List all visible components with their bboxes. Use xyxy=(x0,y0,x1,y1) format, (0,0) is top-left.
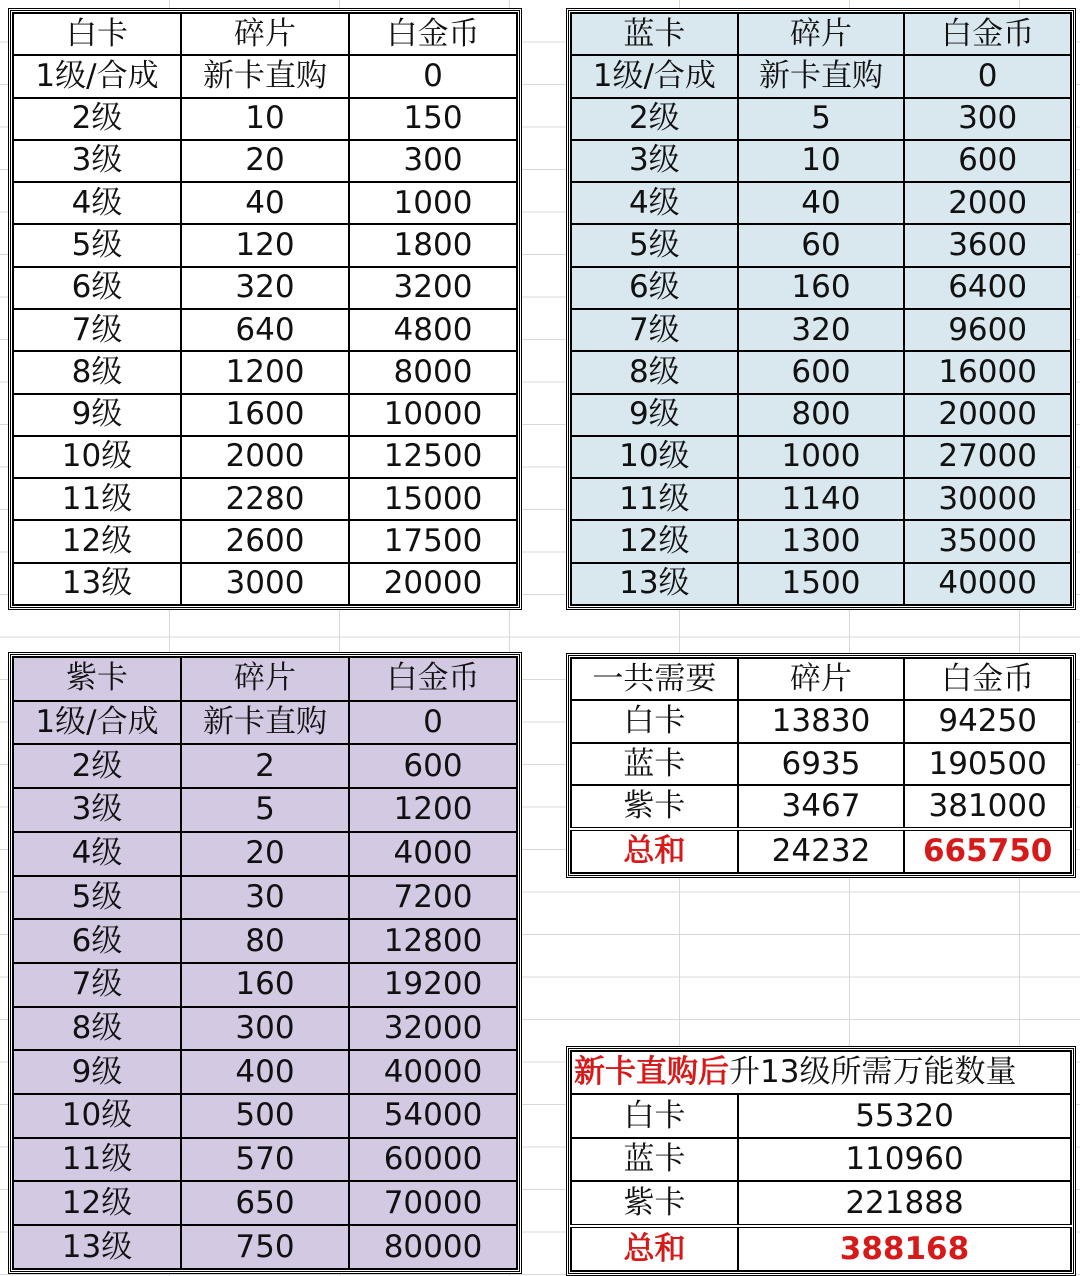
table-cell: 600 xyxy=(904,140,1071,182)
totals-sum-label: 总和 xyxy=(571,829,738,873)
table-cell: 70000 xyxy=(349,1181,517,1225)
table-cell: 1级/合成 xyxy=(13,701,181,745)
totals-cell: 94250 xyxy=(904,700,1071,742)
table-row xyxy=(13,1225,517,1269)
direct-buy-sum-row xyxy=(571,1226,1071,1271)
table-cell: 1500 xyxy=(738,563,905,605)
table-cell: 6级 xyxy=(13,267,181,309)
totals-sum-row xyxy=(571,829,1071,873)
table-cell: 2级 xyxy=(13,98,181,140)
table-cell: 4级 xyxy=(13,832,181,876)
totals-row xyxy=(571,700,1071,742)
table-cell: 8级 xyxy=(13,351,181,393)
table-cell: 54000 xyxy=(349,1094,517,1138)
table-cell: 6级 xyxy=(13,919,181,963)
header-cell: 碎片 xyxy=(181,657,349,701)
table-cell: 0 xyxy=(349,701,517,745)
table-cell: 4800 xyxy=(349,309,517,351)
table-cell: 15000 xyxy=(349,478,517,520)
table-cell: 8级 xyxy=(13,1007,181,1051)
totals-cell: 6935 xyxy=(738,743,905,785)
header-row xyxy=(571,13,1071,55)
table-cell: 20 xyxy=(181,832,349,876)
table-cell: 7级 xyxy=(13,309,181,351)
table-cell: 10 xyxy=(738,140,905,182)
table-cell: 2000 xyxy=(181,436,349,478)
table-row xyxy=(571,351,1071,393)
totals-cell: 3467 xyxy=(738,785,905,829)
table-cell: 16000 xyxy=(904,351,1071,393)
table-row xyxy=(13,701,517,745)
table-cell: 11级 xyxy=(571,478,738,520)
table-row xyxy=(571,140,1071,182)
table-cell: 9级 xyxy=(571,394,738,436)
table-row xyxy=(13,351,517,393)
table-cell: 10级 xyxy=(13,436,181,478)
table-cell: 4级 xyxy=(13,182,181,224)
totals-sum-fragments: 24232 xyxy=(738,829,905,873)
table-row xyxy=(13,919,517,963)
table-cell: 2级 xyxy=(571,98,738,140)
table-cell: 3200 xyxy=(349,267,517,309)
table-cell: 1200 xyxy=(181,351,349,393)
direct-buy-title xyxy=(571,1051,1071,1094)
table-cell: 9级 xyxy=(13,394,181,436)
table-cell: 10 xyxy=(181,98,349,140)
table-cell: 10级 xyxy=(13,1094,181,1138)
totals-cell: 381000 xyxy=(904,785,1071,829)
direct-buy-title-red: 新卡直购后 xyxy=(574,1054,729,1091)
table-row xyxy=(13,563,517,605)
table-cell: 5级 xyxy=(13,876,181,920)
table-cell: 3600 xyxy=(904,224,1071,266)
purple-card-body xyxy=(13,657,517,1269)
direct-buy-cell: 紫卡 xyxy=(571,1181,738,1226)
table-cell: 5级 xyxy=(571,224,738,266)
table-cell: 40000 xyxy=(349,1050,517,1094)
blue-card-table xyxy=(566,8,1076,610)
header-cell: 碎片 xyxy=(181,13,349,55)
direct-buy-table xyxy=(566,1046,1076,1276)
totals-header-cell: 碎片 xyxy=(738,658,905,700)
table-row xyxy=(13,224,517,266)
totals-header-row xyxy=(571,658,1071,700)
table-cell: 800 xyxy=(738,394,905,436)
table-cell: 300 xyxy=(181,1007,349,1051)
table-row xyxy=(13,98,517,140)
table-cell: 7级 xyxy=(13,963,181,1007)
blue-card-grid xyxy=(570,12,1072,606)
table-cell: 10级 xyxy=(571,436,738,478)
table-cell: 8级 xyxy=(571,351,738,393)
table-cell: 12级 xyxy=(13,1181,181,1225)
table-cell: 1000 xyxy=(738,436,905,478)
totals-header-cell: 一共需要 xyxy=(571,658,738,700)
direct-buy-row xyxy=(571,1181,1071,1226)
table-row xyxy=(13,832,517,876)
header-row xyxy=(13,13,517,55)
header-cell: 白金币 xyxy=(349,13,517,55)
table-cell: 400 xyxy=(181,1050,349,1094)
table-row xyxy=(571,520,1071,562)
table-row xyxy=(571,98,1071,140)
table-cell: 300 xyxy=(904,98,1071,140)
direct-buy-title-row xyxy=(571,1051,1071,1094)
table-cell: 60000 xyxy=(349,1138,517,1182)
table-cell: 新卡直购 xyxy=(181,55,349,97)
totals-row xyxy=(571,785,1071,829)
table-cell: 12级 xyxy=(571,520,738,562)
table-cell: 20000 xyxy=(349,563,517,605)
table-cell: 1800 xyxy=(349,224,517,266)
table-cell: 0 xyxy=(349,55,517,97)
direct-buy-cell: 110960 xyxy=(738,1138,1071,1181)
table-cell: 3级 xyxy=(571,140,738,182)
table-cell: 新卡直购 xyxy=(738,55,905,97)
table-cell: 1300 xyxy=(738,520,905,562)
white-card-grid xyxy=(12,12,518,606)
table-cell: 300 xyxy=(349,140,517,182)
totals-cell: 蓝卡 xyxy=(571,743,738,785)
table-row xyxy=(13,1181,517,1225)
table-cell: 11级 xyxy=(13,1138,181,1182)
table-cell: 80 xyxy=(181,919,349,963)
table-cell: 2级 xyxy=(13,744,181,788)
table-cell: 750 xyxy=(181,1225,349,1269)
table-row xyxy=(571,182,1071,224)
table-row xyxy=(13,267,517,309)
table-cell: 30000 xyxy=(904,478,1071,520)
table-cell: 4级 xyxy=(571,182,738,224)
table-cell: 13级 xyxy=(13,563,181,605)
table-cell: 2000 xyxy=(904,182,1071,224)
table-cell: 3级 xyxy=(13,788,181,832)
totals-cell: 13830 xyxy=(738,700,905,742)
header-cell: 碎片 xyxy=(738,13,905,55)
purple-card-grid xyxy=(12,656,518,1270)
totals-cell: 190500 xyxy=(904,743,1071,785)
table-cell: 7级 xyxy=(571,309,738,351)
table-cell: 80000 xyxy=(349,1225,517,1269)
header-row xyxy=(13,657,517,701)
table-row xyxy=(13,1094,517,1138)
table-row xyxy=(13,520,517,562)
table-cell: 40000 xyxy=(904,563,1071,605)
table-cell: 1200 xyxy=(349,788,517,832)
table-cell: 320 xyxy=(738,309,905,351)
table-cell: 500 xyxy=(181,1094,349,1138)
direct-buy-sum-value: 388168 xyxy=(738,1226,1071,1271)
table-row xyxy=(13,182,517,224)
table-row xyxy=(571,224,1071,266)
table-cell: 40 xyxy=(738,182,905,224)
direct-buy-row xyxy=(571,1138,1071,1181)
table-cell: 8000 xyxy=(349,351,517,393)
direct-buy-cell: 55320 xyxy=(738,1094,1071,1137)
table-row xyxy=(13,1138,517,1182)
table-cell: 20000 xyxy=(904,394,1071,436)
table-cell: 17500 xyxy=(349,520,517,562)
table-cell: 4000 xyxy=(349,832,517,876)
table-cell: 320 xyxy=(181,267,349,309)
table-cell: 2 xyxy=(181,744,349,788)
table-cell: 0 xyxy=(904,55,1071,97)
table-row xyxy=(13,140,517,182)
direct-buy-grid xyxy=(570,1050,1072,1272)
table-cell: 1000 xyxy=(349,182,517,224)
table-cell: 160 xyxy=(738,267,905,309)
table-cell: 2280 xyxy=(181,478,349,520)
table-row xyxy=(13,788,517,832)
table-row xyxy=(13,55,517,97)
table-cell: 1级/合成 xyxy=(13,55,181,97)
table-cell: 2600 xyxy=(181,520,349,562)
table-cell: 40 xyxy=(181,182,349,224)
direct-buy-cell: 白卡 xyxy=(571,1094,738,1137)
table-cell: 新卡直购 xyxy=(181,701,349,745)
table-row xyxy=(13,1007,517,1051)
table-cell: 1140 xyxy=(738,478,905,520)
table-row xyxy=(13,876,517,920)
direct-buy-cell: 蓝卡 xyxy=(571,1138,738,1181)
table-cell: 10000 xyxy=(349,394,517,436)
table-row xyxy=(13,478,517,520)
table-row xyxy=(13,394,517,436)
totals-header-cell: 白金币 xyxy=(904,658,1071,700)
totals-cell: 白卡 xyxy=(571,700,738,742)
table-cell: 27000 xyxy=(904,436,1071,478)
table-row xyxy=(571,309,1071,351)
table-row xyxy=(13,963,517,1007)
table-cell: 11级 xyxy=(13,478,181,520)
table-cell: 9600 xyxy=(904,309,1071,351)
direct-buy-cell: 221888 xyxy=(738,1181,1071,1226)
table-cell: 19200 xyxy=(349,963,517,1007)
totals-table xyxy=(566,653,1076,878)
table-cell: 1600 xyxy=(181,394,349,436)
purple-card-table xyxy=(8,652,522,1274)
table-cell: 1级/合成 xyxy=(571,55,738,97)
table-cell: 30 xyxy=(181,876,349,920)
totals-grid xyxy=(570,657,1072,874)
totals-row xyxy=(571,743,1071,785)
table-cell: 5 xyxy=(738,98,905,140)
header-cell: 紫卡 xyxy=(13,657,181,701)
table-cell: 35000 xyxy=(904,520,1071,562)
table-cell: 6400 xyxy=(904,267,1071,309)
table-cell: 640 xyxy=(181,309,349,351)
white-card-table xyxy=(8,8,522,610)
header-cell: 白卡 xyxy=(13,13,181,55)
totals-cell: 紫卡 xyxy=(571,785,738,829)
table-cell: 13级 xyxy=(571,563,738,605)
direct-buy-row xyxy=(571,1094,1071,1137)
table-cell: 6级 xyxy=(571,267,738,309)
table-row xyxy=(571,55,1071,97)
table-cell: 12级 xyxy=(13,520,181,562)
table-row xyxy=(571,436,1071,478)
table-cell: 650 xyxy=(181,1181,349,1225)
table-row xyxy=(13,436,517,478)
table-cell: 9级 xyxy=(13,1050,181,1094)
blue-card-body xyxy=(571,13,1071,605)
header-cell: 白金币 xyxy=(904,13,1071,55)
table-cell: 3级 xyxy=(13,140,181,182)
direct-buy-sum-label: 总和 xyxy=(571,1226,738,1271)
table-row xyxy=(13,309,517,351)
table-cell: 12500 xyxy=(349,436,517,478)
table-row xyxy=(571,563,1071,605)
table-cell: 120 xyxy=(181,224,349,266)
direct-buy-body xyxy=(571,1051,1071,1271)
table-cell: 570 xyxy=(181,1138,349,1182)
table-cell: 12800 xyxy=(349,919,517,963)
table-row xyxy=(571,478,1071,520)
table-cell: 600 xyxy=(738,351,905,393)
totals-sum-coins: 665750 xyxy=(904,829,1071,873)
header-cell: 白金币 xyxy=(349,657,517,701)
totals-body xyxy=(571,658,1071,873)
header-cell: 蓝卡 xyxy=(571,13,738,55)
table-cell: 150 xyxy=(349,98,517,140)
table-cell: 13级 xyxy=(13,1225,181,1269)
table-cell: 32000 xyxy=(349,1007,517,1051)
direct-buy-title-rest: 升13级所需万能数量 xyxy=(729,1054,1017,1091)
table-cell: 5 xyxy=(181,788,349,832)
table-cell: 7200 xyxy=(349,876,517,920)
table-row xyxy=(571,394,1071,436)
table-row xyxy=(13,744,517,788)
table-cell: 60 xyxy=(738,224,905,266)
table-cell: 3000 xyxy=(181,563,349,605)
table-row xyxy=(571,267,1071,309)
table-cell: 600 xyxy=(349,744,517,788)
table-cell: 160 xyxy=(181,963,349,1007)
white-card-body xyxy=(13,13,517,605)
table-cell: 5级 xyxy=(13,224,181,266)
table-cell: 20 xyxy=(181,140,349,182)
table-row xyxy=(13,1050,517,1094)
